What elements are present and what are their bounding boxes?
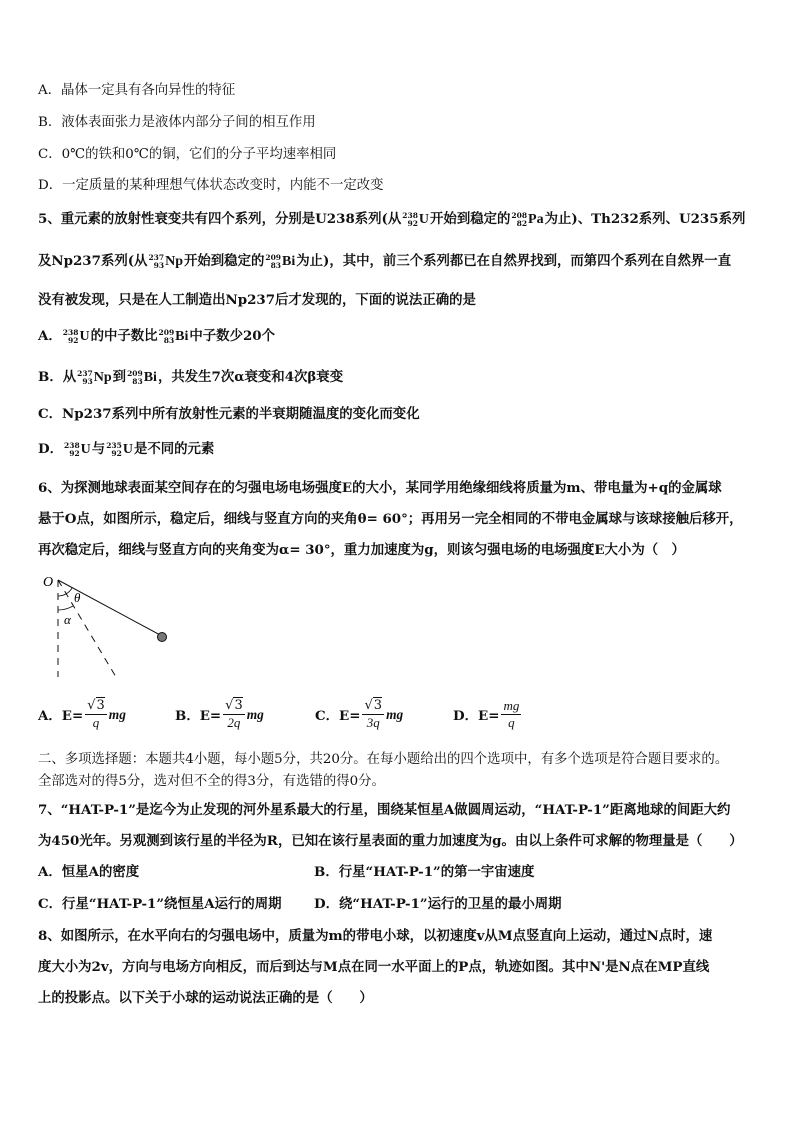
nuclide-np237: 237 93 Np	[77, 368, 112, 386]
q8-stem-line2: 度大小为2v，方向与电场方向相反，而后到达与M点在同一水平面上的P点，轨迹如图。其中N'是N点在MP直线	[38, 959, 710, 975]
q6-options	[38, 698, 738, 740]
thread-line	[58, 580, 162, 636]
nuclide-np237: 237 93 Np	[148, 252, 184, 270]
section2-heading-line1: 二、多项选择题：本题共4小题，每小题5分，共20分。在每小题给出的四个选项中，有多个选项是符合题目要求的。	[38, 752, 729, 767]
q6-option-d: D．E= $\frac{mg}{q}$	[453, 698, 520, 730]
q4-option-c: C．0℃的铁和0℃的铜，它们的分子平均速率相同	[38, 147, 337, 162]
q5-text: 5、重元素的放射性衰变共有四个系列，分别是U238系列(从	[38, 211, 402, 227]
q5-text: 及Np237系列(从	[38, 253, 148, 269]
nuclide-bi209: 209 83 Bi	[158, 327, 189, 345]
q5-text: 开始到稳定的	[430, 211, 511, 227]
q6-stem-line2: 悬于O点，如图所示，稳定后，细线与竖直方向的夹角θ= 60°；再用另一完全相同的不带电金属球与该球接触后移开，	[38, 511, 743, 527]
q5-stem-line1	[38, 210, 745, 229]
q4-option-b: B．液体表面张力是液体内部分子间的相互作用	[38, 115, 316, 130]
alpha-arc	[58, 606, 73, 610]
thread-alpha-line	[58, 580, 116, 677]
q6-option-b: B．E= $\frac{√3}{2q}$ mg	[175, 698, 264, 730]
theta-label: θ	[74, 590, 81, 605]
nuclide-u238: 238 92 U	[64, 440, 91, 458]
nuclide-bi209: 209 83 Bi	[127, 368, 157, 386]
nuclide-u238: 238 92 U	[62, 327, 90, 345]
q6-stem-line1: 6、为探测地球表面某空间存在的匀强电场电场强度E的大小，某同学用绝缘细线将质量为m、带电量为+q的金属球	[38, 480, 722, 496]
q7-option-a: A．恒星A的密度	[38, 864, 140, 880]
q4-option-d: D．一定质量的某种理想气体状态改变时，内能不一定改变	[38, 178, 384, 193]
q5-stem-line3: 没有被发现，只是在人工制造出Np237后才发现的，下面的说法正确的是	[38, 292, 476, 308]
section2-heading-line2: 全部选对的得5分，选对但不全的得3分，有选错的得0分。	[38, 774, 385, 789]
q5-text: 开始到稳定的	[184, 253, 265, 269]
q5-option-a: A． 238 92 U 的中子数比 209 83 Bi 中子数少20个	[38, 327, 275, 345]
q7-option-d: D．绕“HAT-P-1”运行的卫星的最小周期	[314, 896, 562, 912]
nuclide-u235: 235 92 U	[106, 440, 133, 458]
q8-stem-line3: 上的投影点。以下关于小球的运动说法正确的是（ ）	[38, 990, 373, 1006]
q7-option-b: B．行星“HAT-P-1”的第一宇宙速度	[314, 864, 535, 880]
q5-text: 为止)、Th232系列、U235系列	[544, 211, 746, 227]
q5-text: 为止)，其中，前三个系列都已在自然界找到，而第四个系列在自然界一直	[296, 253, 732, 269]
q7-stem-line2: 为450光年。另观测到该行星的半径为R，已知在该行星表面的重力加速度为g。由以上条件可求解的物理量是（ ）	[38, 833, 743, 849]
q5-option-c: C．Np237系列中所有放射性元素的半衰期随温度的变化而变化	[38, 406, 420, 422]
q7-option-c: C．行星“HAT-P-1”绕恒星A运行的周期	[38, 896, 282, 912]
pendulum-figure	[38, 572, 178, 682]
q6-option-c: C．E= $\frac{√3}{3q}$ mg	[315, 698, 404, 730]
q6-stem-line3: 再次稳定后，细线与竖直方向的夹角变为α= 30°，重力加速度为g，则该匀强电场的电场强度E大小为（ ）	[38, 542, 685, 558]
q7-stem-line1: 7、“HAT-P-1”是迄今为止发现的河外星系最大的行星，围绕某恒星A做圆周运动，“HAT-P-1”距离地球的间距大约	[38, 802, 731, 818]
q4-option-a: A．晶体一定具有各向异性的特征	[38, 83, 236, 98]
q8-stem-line1: 8、如图所示，在水平向右的匀强电场中，质量为m的带电小球，以初速度v从M点竖直向上运动，通过N点时，速	[38, 928, 713, 944]
point-o-label: O	[43, 575, 54, 590]
q5-stem-line2	[38, 252, 731, 271]
alpha-label: α	[64, 612, 71, 627]
nuclide-bi209: 209 83 Bi	[265, 252, 296, 270]
q5-option-b: B．从 237 93 Np 到 209 83 Bi ，共发生7次α衰变和4次β衰变	[38, 368, 344, 386]
nuclide-u238: 238 92 U	[402, 210, 430, 228]
metal-ball	[158, 633, 167, 642]
q6-option-a: A．E= $\frac{√3}{q}$ mg	[38, 698, 126, 730]
q5-option-d: D． 238 92 U 与 235 92 U 是不同的元素	[38, 440, 215, 458]
nuclide-pa208: 208 82 Pa	[511, 210, 544, 228]
